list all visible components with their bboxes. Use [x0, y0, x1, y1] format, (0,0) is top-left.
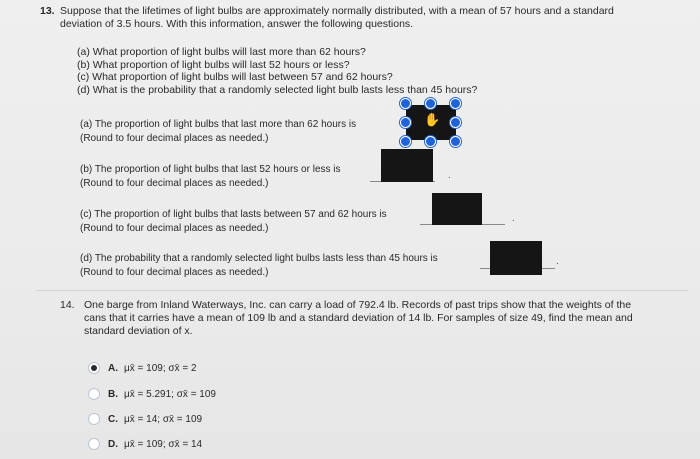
resize-handle-top[interactable] [425, 98, 436, 109]
question-13-number: 13. [40, 5, 55, 17]
resize-handle-right[interactable] [450, 117, 461, 128]
choice-a[interactable] [88, 362, 197, 374]
answer-b-input[interactable] [381, 149, 433, 182]
answer-c-period: . [512, 213, 515, 224]
choice-b-letter: B. [108, 388, 118, 400]
choice-d[interactable] [88, 438, 202, 450]
choice-c-text: μx̄ = 14; σx̄ = 109 [124, 413, 203, 425]
choice-a-letter: A. [108, 362, 118, 374]
answer-b-line1: (b) The proportion of light bulbs that last 52 hours or less is [80, 164, 341, 175]
choice-a-text: μx̄ = 109; σx̄ = 2 [124, 362, 197, 374]
question-14-line3: standard deviation of x. [84, 325, 193, 337]
answer-c-input[interactable] [432, 193, 482, 225]
radio-icon[interactable] [88, 438, 100, 450]
radio-selected-icon[interactable] [88, 362, 100, 374]
resize-handle-bottom-left[interactable] [400, 136, 411, 147]
answer-c-label [80, 208, 387, 235]
radio-icon[interactable] [88, 388, 100, 400]
part-b-prompt: (b) What proportion of light bulbs will last 52 hours or less? [77, 58, 350, 71]
answer-c-line2: (Round to four decimal places as needed.) [80, 222, 269, 234]
answer-d-input[interactable] [490, 241, 542, 275]
answer-a-line1: (a) The proportion of light bulbs that last more than 62 hours is [80, 119, 357, 130]
resize-handle-top-right[interactable] [450, 98, 461, 109]
answer-b-line2: (Round to four decimal places as needed.) [80, 177, 269, 189]
resize-handle-left[interactable] [400, 117, 411, 128]
answer-d-label [80, 252, 438, 279]
part-c-prompt: (c) What proportion of light bulbs will last between 57 and 62 hours? [77, 71, 393, 83]
answer-a-label [80, 118, 356, 145]
resize-handle-bottom[interactable] [425, 136, 436, 147]
question-13-intro [60, 5, 690, 31]
question-14-number: 14. [60, 299, 75, 311]
question-14-text [84, 299, 684, 338]
answer-d-line2: (Round to four decimal places as needed.) [80, 266, 269, 278]
answer-b-label [80, 163, 341, 190]
answer-b-period: . [448, 170, 451, 181]
choice-d-letter: D. [108, 438, 118, 450]
choice-b-text: μx̄ = 5.291; σx̄ = 109 [124, 388, 216, 400]
choice-c[interactable] [88, 413, 202, 425]
answer-c-line1: (c) The proportion of light bulbs that lasts between 57 and 62 hours is [80, 209, 387, 220]
part-a-prompt: (a) What proportion of light bulbs will last more than 62 hours? [77, 46, 366, 58]
radio-icon[interactable] [88, 413, 100, 425]
resize-handle-bottom-right[interactable] [450, 136, 461, 147]
question-13-parts [77, 46, 477, 96]
answer-d-line1: (d) The probability that a randomly selected light bulbs lasts less than 45 hours is [80, 253, 438, 264]
question-14-line1: One barge from Inland Waterways, Inc. can carry a load of 792.4 lb. Records of past trips show that the weights of the [84, 299, 632, 311]
choice-c-letter: C. [108, 413, 118, 425]
answer-d-period: . [556, 256, 559, 267]
question-divider [36, 290, 688, 291]
question-14-line2: cans that it carries have a mean of 109 lb and a standard deviation of 14 lb. For samples of size 49, find the mean and [84, 312, 633, 324]
question-13-intro-line2: deviation of 3.5 hours. With this information, answer the following questions. [60, 18, 414, 30]
resize-handle-top-left[interactable] [400, 98, 411, 109]
question-13-intro-line1: Suppose that the lifetimes of light bulbs are approximately normally distributed, with a mean of 57 hours and a standard [60, 5, 614, 17]
part-d-prompt: (d) What is the probability that a randomly selected light bulb lasts less than 45 hours? [77, 83, 478, 96]
choice-b[interactable] [88, 388, 216, 400]
choice-d-text: μx̄ = 109; σx̄ = 14 [124, 438, 203, 450]
answer-a-line2: (Round to four decimal places as needed.) [80, 132, 269, 144]
hand-cursor-icon: ✋ [424, 112, 441, 127]
